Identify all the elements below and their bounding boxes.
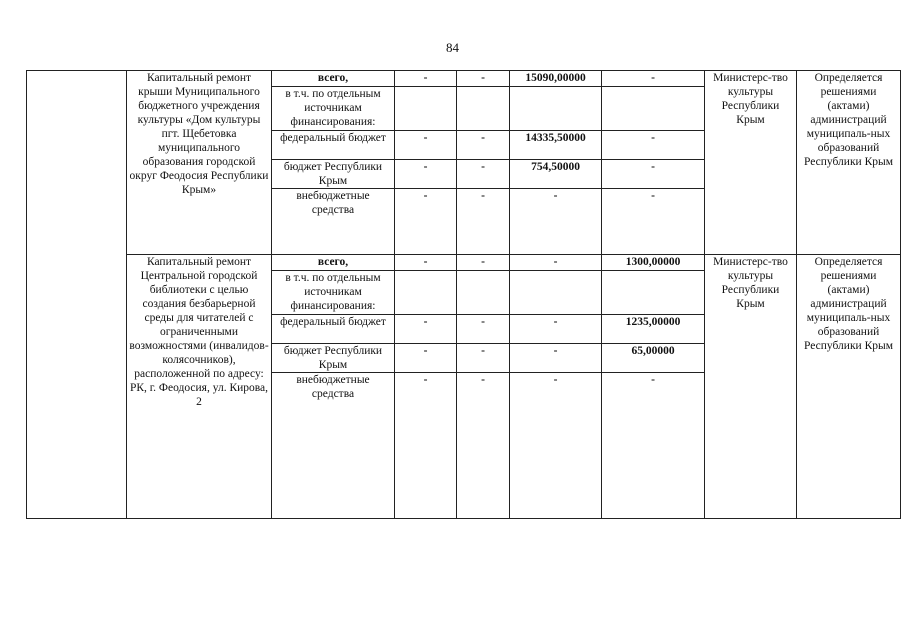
- ministry-cell: Министерс-тво культуры Республики Крым: [705, 255, 797, 519]
- value-cell: -: [457, 344, 510, 373]
- value-cell: -: [602, 131, 705, 160]
- executor-cell: Определяется решениями (актами) администраций муниципаль-ных образований Республики Крым: [797, 255, 901, 519]
- source-label: всего,: [272, 255, 395, 271]
- executor-cell: Определяется решениями (актами) администраций муниципаль-ных образований Республики Крым: [797, 71, 901, 255]
- value-cell: [602, 271, 705, 315]
- financing-table: [26, 70, 901, 519]
- value-cell: -: [602, 71, 705, 87]
- value-cell: -: [457, 255, 510, 271]
- value-cell: -: [395, 373, 457, 519]
- value-cell: -: [457, 373, 510, 519]
- value-cell: -: [510, 255, 602, 271]
- value-cell: -: [395, 131, 457, 160]
- value-cell: -: [457, 71, 510, 87]
- value-cell: 15090,00000: [510, 71, 602, 87]
- source-label: в т.ч. по отдельным источникам финансирования:: [272, 87, 395, 131]
- source-label: федеральный бюджет: [272, 131, 395, 160]
- empty-number-cell: [27, 71, 127, 519]
- value-cell: -: [510, 344, 602, 373]
- source-label: бюджет Республики Крым: [272, 344, 395, 373]
- value-cell: -: [510, 189, 602, 255]
- value-cell: [457, 87, 510, 131]
- value-cell: [395, 271, 457, 315]
- value-cell: 1300,00000: [602, 255, 705, 271]
- source-label: всего,: [272, 71, 395, 87]
- value-cell: -: [395, 315, 457, 344]
- value-cell: -: [395, 255, 457, 271]
- value-cell: 14335,50000: [510, 131, 602, 160]
- object-cell: Капитальный ремонт Центральной городской библиотеки с целью создания безбарьерной среды для читателей с ограниченными возможностями (инвалидов-колясочников), расположенной по адресу: РК, г. Феодосия, ул. Кирова, 2: [127, 255, 272, 519]
- table-row: [27, 71, 901, 87]
- value-cell: -: [395, 71, 457, 87]
- object-cell: Капитальный ремонт крыши Муниципального бюджетного учреждения культуры «Дом культуры пгт. Щебетовка муниципального образования городской округ Феодосия Республики Крым»: [127, 71, 272, 255]
- value-cell: [395, 87, 457, 131]
- value-cell: -: [395, 344, 457, 373]
- value-cell: -: [602, 189, 705, 255]
- value-cell: -: [457, 189, 510, 255]
- value-cell: -: [457, 315, 510, 344]
- source-label: бюджет Республики Крым: [272, 160, 395, 189]
- value-cell: -: [395, 189, 457, 255]
- source-label: внебюджетные средства: [272, 189, 395, 255]
- source-label: в т.ч. по отдельным источникам финансирования:: [272, 271, 395, 315]
- value-cell: -: [457, 131, 510, 160]
- source-label: федеральный бюджет: [272, 315, 395, 344]
- value-cell: 1235,00000: [602, 315, 705, 344]
- value-cell: [510, 87, 602, 131]
- value-cell: -: [510, 315, 602, 344]
- value-cell: -: [602, 160, 705, 189]
- value-cell: [602, 87, 705, 131]
- table-row: [27, 255, 901, 271]
- value-cell: -: [510, 373, 602, 519]
- source-label: внебюджетные средства: [272, 373, 395, 519]
- value-cell: [510, 271, 602, 315]
- value-cell: -: [602, 373, 705, 519]
- value-cell: 754,50000: [510, 160, 602, 189]
- value-cell: 65,00000: [602, 344, 705, 373]
- value-cell: -: [457, 160, 510, 189]
- page-number: 84: [446, 40, 459, 55]
- value-cell: [457, 271, 510, 315]
- ministry-cell: Министерс-тво культуры Республики Крым: [705, 71, 797, 255]
- value-cell: -: [395, 160, 457, 189]
